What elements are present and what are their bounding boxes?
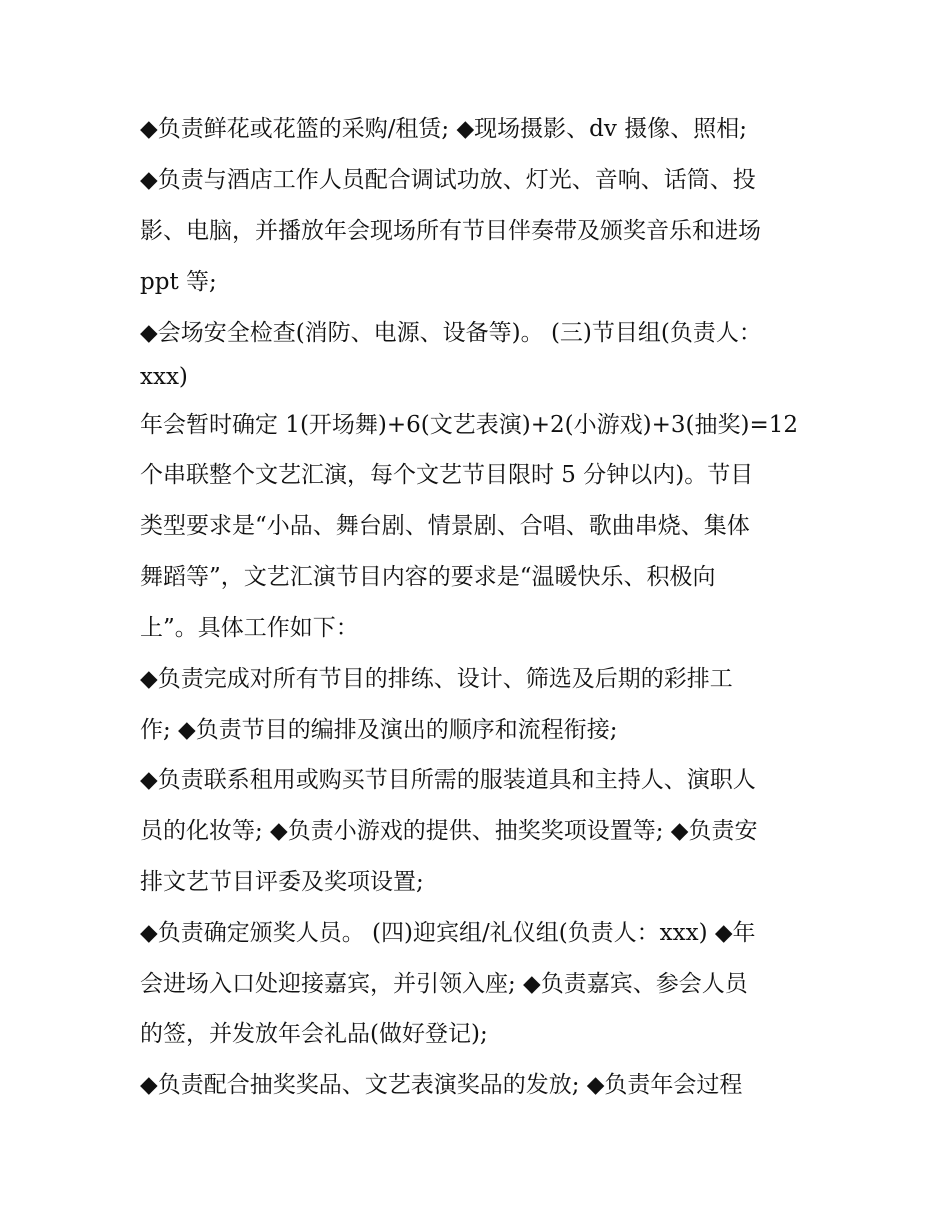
text-line: ◆负责完成对所有节目的排练、设计、筛选及后期的彩排工: [140, 666, 733, 692]
text-line: 作; ◆负责节目的编排及演出的顺序和流程衔接;: [140, 717, 618, 743]
text-line: 舞蹈等”，文艺汇演节目内容的要求是“温暖快乐、积极向: [140, 564, 716, 590]
text-line: 的签，并发放年会礼品(做好登记);: [140, 1021, 488, 1047]
text-line: ◆会场安全检查(消防、电源、设备等)。 (三)节目组(负责人：: [140, 320, 762, 346]
text-line: 排文艺节目评委及奖项设置;: [140, 869, 424, 895]
text-line: xxx): [140, 364, 188, 390]
text-line: ◆负责确定颁奖人员。 (四)迎宾组/礼仪组(负责人：xxx) ◆年: [140, 920, 756, 946]
text-line: 员的化妆等; ◆负责小游戏的提供、抽奖奖项设置等; ◆负责安: [140, 818, 758, 844]
text-line: 影、电脑，并播放年会现场所有节目伴奏带及颁奖音乐和进场: [140, 218, 761, 244]
text-line: 年会暂时确定 1(开场舞)+6(文艺表演)+2(小游戏)+3(抽奖)=12: [140, 412, 798, 438]
text-line: ◆负责鲜花或花篮的采购/租赁; ◆现场摄影、dv 摄像、照相;: [140, 116, 747, 142]
text-line: ◆负责与酒店工作人员配合调试功放、灯光、音响、话筒、投: [140, 167, 756, 193]
text-line: ◆负责配合抽奖奖品、文艺表演奖品的发放; ◆负责年会过程: [140, 1072, 743, 1098]
text-line: 上”。具体工作如下：: [140, 615, 359, 641]
text-line: ◆负责联系租用或购买节目所需的服装道具和主持人、演职人: [140, 767, 756, 793]
text-line: 类型要求是“小品、舞台剧、情景剧、合唱、歌曲串烧、集体: [140, 513, 750, 539]
text-line: ppt 等;: [140, 269, 217, 295]
text-line: 个串联整个文艺汇演，每个文艺节目限时 5 分钟以内)。节目: [140, 462, 754, 488]
text-line: 会进场入口处迎接嘉宾，并引领入座; ◆负责嘉宾、参会人员: [140, 971, 748, 997]
